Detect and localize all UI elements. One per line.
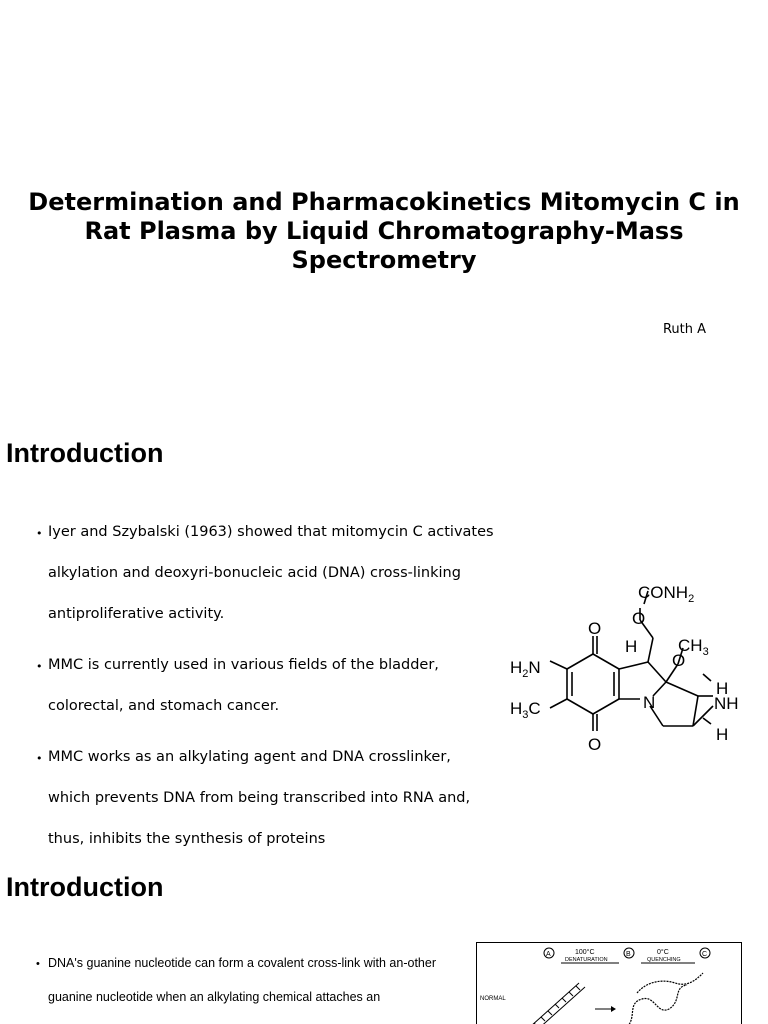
introduction-slide-2 (0, 858, 768, 1024)
normal-label: NORMAL (480, 996, 506, 1002)
marker-a: A (546, 951, 551, 958)
step1-temp: 100°C (575, 949, 595, 956)
dna-helix-icon (521, 983, 585, 1024)
marker-b: B (626, 951, 631, 958)
structure-label-h: H (625, 637, 638, 656)
structure-label-h-bottom: H (716, 725, 729, 744)
bullet-item: • DNA's guanine nucleotide can form a covalent cross-link with an-other guanine nucleotide when an alkylating chemical attaches an (34, 946, 474, 1014)
structure-label-o-methoxy: O (672, 651, 686, 670)
slide-heading: Introduction (6, 438, 164, 468)
single-strand-icon (597, 985, 687, 1024)
arrow-head-icon (611, 1006, 616, 1012)
mitomycin-c-structure (508, 566, 748, 766)
slide-heading: Introduction (6, 872, 164, 902)
presentation-title: Determination and Pharmacokinetics Mitomycin C in Rat Plasma by Liquid Chromatography-Mass Spectrometry (28, 188, 740, 274)
structure-label-nh: NH (714, 694, 739, 713)
structure-label-o-top: O (588, 619, 602, 638)
bullet-list (34, 512, 494, 870)
title-slide (0, 0, 768, 384)
structure-label-n: N (643, 693, 656, 712)
structure-label-o: O (632, 609, 646, 628)
bullet-list (34, 946, 474, 1014)
step1-label: DENATURATION (565, 957, 608, 963)
single-strand-icon-2 (637, 973, 703, 993)
structure-label-h2n: $H_2N$ (510, 658, 541, 680)
step2-temp: 0°C (657, 949, 669, 956)
structure-label-h3c: $H_3C$ (510, 699, 541, 721)
structure-label-conh2: $CONH_2$ (638, 583, 695, 605)
dna-crosslink-figure (476, 942, 742, 1024)
marker-c: C (702, 951, 708, 958)
bullet-item: • Iyer and Szybalski (1963) showed that mitomycin C activates alkylation and deoxyri-bonucleic acid (DNA) cross-linking antiproliferative activity. (34, 512, 494, 635)
structure-label-h-right: H (716, 679, 729, 698)
bullet-item: • MMC works as an alkylating agent and DNA crosslinker, which prevents DNA from being transcribed into RNA and, thus, inhibits the synthesis of proteins (34, 737, 494, 860)
structure-label-o-bottom: O (588, 735, 602, 754)
introduction-slide (0, 408, 768, 848)
structure-label-ch3: $CH_3$ (678, 636, 709, 658)
author-name: Ruth A (662, 322, 706, 337)
bullet-item: • MMC is currently used in various fields of the bladder, colorectal, and stomach cancer. (34, 645, 494, 727)
step2-label: QUENCHING (647, 957, 681, 963)
